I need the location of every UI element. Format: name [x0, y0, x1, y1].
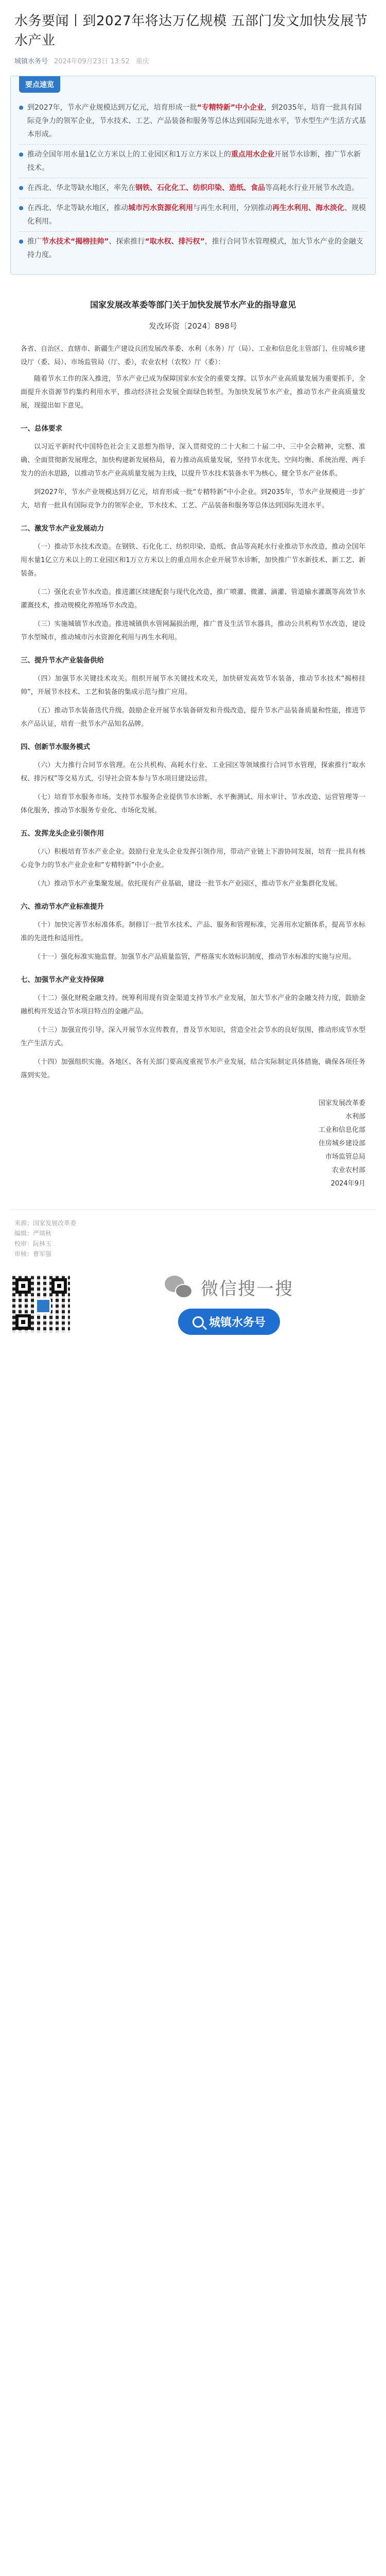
- wechat-search-area: [82, 1273, 376, 1335]
- section-heading: 七、加强节水产业支持保障: [21, 976, 104, 984]
- account-name-link[interactable]: 城镇水务号: [14, 58, 48, 65]
- section-paragraph: （五）推动节水装备迭代升级。鼓励企业开展节水装备研发和升级改造，提升节水产品装备质量和性能，推进节水产品认证，培育一批节水产品知名品牌。: [21, 707, 365, 728]
- section-heading: 二、激发节水产业发展动力: [21, 524, 104, 533]
- highlight-text: 钢铁、石化化工、纺织印染、造纸、食品: [135, 184, 265, 192]
- section-paragraph: （二）强化农业节水改造。推进灌区续建配套与现代化改造，推广喷灌、微灌、滴灌、管道输水灌溉等高效节水灌溉技术，推动规模化养殖场节水改造。: [21, 588, 365, 609]
- signature-line: 住房城乡建设部: [318, 1140, 365, 1147]
- bullet-dot-icon: [19, 152, 23, 157]
- document-heading: 国家发展改革委等部门关于加快发展节水产业的指导意见: [90, 300, 296, 310]
- plain-text: 到2027年，节水产业规模达到万亿元，培育形成一批: [27, 104, 197, 112]
- plain-text: 、探索推行: [109, 238, 145, 246]
- highlight-text: 再生水利用、海水淡化: [272, 204, 344, 212]
- summary-item: [19, 98, 367, 145]
- summary-box: [10, 76, 376, 275]
- summary-list: [19, 98, 367, 265]
- summary-item-text: [27, 101, 367, 141]
- document-intro: 随着节水工作的深入推进，节水产业已成为保障国家水安全的重要支撑。以节水产业高质量发展为重要抓手，全面提升水资源节约集约利用水平，推动经济社会发展全面绿色转型。为加快发展节水产业，推动节水产业高质量发展，现提出如下意见。: [21, 375, 365, 410]
- summary-item: [19, 232, 367, 265]
- section-paragraph: （四）加强节水关键技术攻关。组织开展节水关键技术攻关，加快研发高效节水装备，推动节水技术“揭榜挂帅”，开展节水技术、工艺和装备的集成示范与推广应用。: [21, 675, 365, 696]
- signature-line: 农业农村部: [331, 1166, 365, 1174]
- publish-date: 2024年09月23日 13:52: [54, 58, 130, 65]
- wechat-icon: [165, 1273, 194, 1301]
- section-paragraph: （十二）强化财税金融支持。统筹利用现有资金渠道支持节水产业发展，加大节水产业的金融支持力度，鼓励金融机构开发适合节水项目特点的金融产品。: [21, 994, 365, 1015]
- article-meta: [14, 56, 372, 65]
- highlight-text: 节水技术“揭榜挂帅”: [42, 238, 109, 246]
- summary-item-text: [27, 181, 359, 195]
- plain-text: 在西北、华北等缺水地区，推动: [27, 204, 128, 212]
- summary-tag: 要点速览: [19, 76, 60, 93]
- search-account-label: 城镇水务号: [208, 1316, 266, 1329]
- signature-line: 国家发展改革委: [318, 1099, 365, 1107]
- highlight-text: “取水权、排污权”: [145, 238, 205, 246]
- summary-item-text: [27, 235, 367, 262]
- section-heading: 四、创新节水服务模式: [21, 743, 90, 751]
- plain-text: 与再生水利用，分别推动: [193, 204, 272, 212]
- section-heading: 一、总体要求: [21, 425, 62, 433]
- plain-text: 推动全国年用水量1亿立方米以上的工业园区和1万立方米以上的: [27, 150, 231, 159]
- publish-location: 重庆: [135, 58, 149, 65]
- signature-line: 工业和信息化部: [318, 1126, 365, 1134]
- document-date: 2024年9月: [330, 1180, 365, 1188]
- section-paragraph: （六）大力推行合同节水管理。在公共机构、高耗水行业、工业园区等领域推行合同节水管理，探索推行“取水权、排污权”等交易方式，引导社会资本参与节水项目建设运营。: [21, 761, 365, 783]
- signature-line: 市场监管总局: [325, 1153, 365, 1161]
- summary-item-text: [27, 201, 367, 228]
- summary-item: [19, 178, 367, 198]
- bullet-dot-icon: [19, 206, 23, 210]
- section-paragraph: （十三）加强宣传引导。深入开展节水宣传教育，普及节水知识，营造全社会节水的良好氛围，推动形成节水型生产生活方式。: [21, 1026, 365, 1047]
- search-account-button[interactable]: [178, 1309, 280, 1335]
- plain-text: ，推行合同节水管理模式，加大节水产业的金融支持力度。: [27, 238, 363, 259]
- search-icon: [192, 1316, 204, 1328]
- plain-text: 、规模化利用。: [27, 204, 366, 226]
- credit-line: 校审：阮林玉: [14, 1240, 52, 1247]
- signature-block: [21, 1097, 365, 1177]
- summary-item: [19, 198, 367, 232]
- document-number: 发改环资〔2024〕898号: [149, 321, 237, 331]
- qr-logo-icon: [36, 1298, 51, 1314]
- document-body: [0, 298, 386, 1191]
- section-heading: 六、推动节水产业标准提升: [21, 903, 104, 911]
- plain-text: 等高耗水行业开展节水改造。: [265, 184, 359, 192]
- summary-item: [19, 145, 367, 178]
- credits-block: [0, 1218, 386, 1259]
- document-sections: [21, 422, 365, 1082]
- section-paragraph: （十四）加强组织实施。各地区、各有关部门要高度重视节水产业发展，结合实际制定具体措施，确保各项任务落到实处。: [21, 1058, 365, 1079]
- section-paragraph: （一）推动节水技术改造。在钢铁、石化化工、纺织印染、造纸、食品等高耗水行业推动节水改造，推动全国年用水量1亿立方米以上的工业园区和1万立方米以上的重点用水企业开展节水诊断，加快推广节水新技术、新工艺、新装备。: [21, 543, 365, 578]
- article-header: [0, 0, 386, 70]
- credit-line: 编辑：严靖秋: [14, 1230, 52, 1237]
- section-paragraph: （八）积极培育节水产业企业。鼓励行业龙头企业发挥引领作用，带动产业链上下游协同发展，培育一批具有核心竞争力的节水产业企业和“专精特新”中小企业。: [21, 848, 365, 869]
- section-heading: 三、提升节水产业装备供给: [21, 656, 104, 665]
- credit-line: 来源：国家发展改革委: [14, 1219, 77, 1227]
- credit-line: 审核：曹军强: [14, 1250, 52, 1258]
- follow-card: [10, 1273, 376, 1335]
- section-paragraph: （十一）强化标准实施监督。加强节水产品质量监管，严格落实水效标识制度，推动节水标准的实施与应用。: [34, 953, 356, 961]
- footer-divider: [10, 1209, 376, 1210]
- summary-item-text: [27, 148, 367, 175]
- bullet-dot-icon: [19, 240, 23, 244]
- section-paragraph: （七）培育节水服务市场。支持节水服务企业提供节水诊断、水平衡测试、用水审计、节水改造、运营管理等一体化服务，推动节水服务专业化、市场化发展。: [21, 793, 365, 815]
- bullet-dot-icon: [19, 186, 23, 190]
- wechat-search-text: 微信搜一搜: [201, 1278, 293, 1299]
- highlight-text: 重点用水企业: [231, 150, 274, 159]
- plain-text: ，到2035年，培育一批具有国际竞争力的领军企业，节水技术、工艺、产品装备和服务等总体达到国际先进水平，节水型生产生活方式基本形成。: [27, 104, 366, 139]
- highlight-text: “专精特新”中小企业: [197, 104, 265, 112]
- plain-text: 开展节水诊断，推广节水新技术。: [27, 150, 361, 172]
- plain-text: 在西北、华北等缺水地区，率先在: [27, 184, 135, 192]
- plain-text: 推广: [27, 238, 42, 246]
- section-paragraph: （三）实施城镇节水改造。推进城镇供水管网漏损治理，推广普及生活节水器具，推动公共机构节水改造，建设节水型城市，推动城市污水资源化利用与再生水利用。: [21, 620, 365, 641]
- qr-code[interactable]: [10, 1273, 72, 1335]
- section-paragraph: 到2027年，节水产业规模达到万亿元，培育形成一批“专精特新”中小企业。到2035年，节水产业规模进一步扩大，培育一批具有国际竞争力的领军企业，节水技术、工艺、产品装备和服务等总体达到国际先进水平。: [21, 488, 365, 510]
- signature-line: 水利部: [345, 1113, 365, 1121]
- highlight-text: 城市污水资源化利用: [128, 204, 193, 212]
- document-recipients: 各省、自治区、直辖市、新疆生产建设兵团发展改革委、水利（水务）厅（局）、工业和信息化主管部门、住房城乡建设厅（委、局）、市场监管局（厅、委），农业农村（农牧）厅（委）：: [21, 345, 365, 366]
- article-title: 水务要闻丨到2027年将达万亿规模 五部门发文加快发展节水产业: [14, 13, 368, 48]
- bullet-dot-icon: [19, 106, 23, 110]
- section-paragraph: （十）加快完善节水标准体系。制修订一批节水技术、产品、服务和管理标准，完善用水定额体系，提高节水标准的先进性和适用性。: [21, 921, 365, 942]
- section-paragraph: （九）推动节水产业集聚发展。依托现有产业基础，建设一批节水产业园区，推动节水产业集群化发展。: [34, 880, 342, 888]
- section-paragraph: 以习近平新时代中国特色社会主义思想为指导，深入贯彻党的二十大和二十届二中、三中全会精神，完整、准确、全面贯彻新发展理念，加快构建新发展格局，着力推动高质量发展，坚持节水优先、空间均衡、系统治理、两手发力的治水思路，以推动节水产业高质量发展为主线，以提升节水技术装备水平为核心，健全节水产业体系。: [21, 443, 365, 478]
- section-heading: 五、发挥龙头企业引领作用: [21, 829, 104, 838]
